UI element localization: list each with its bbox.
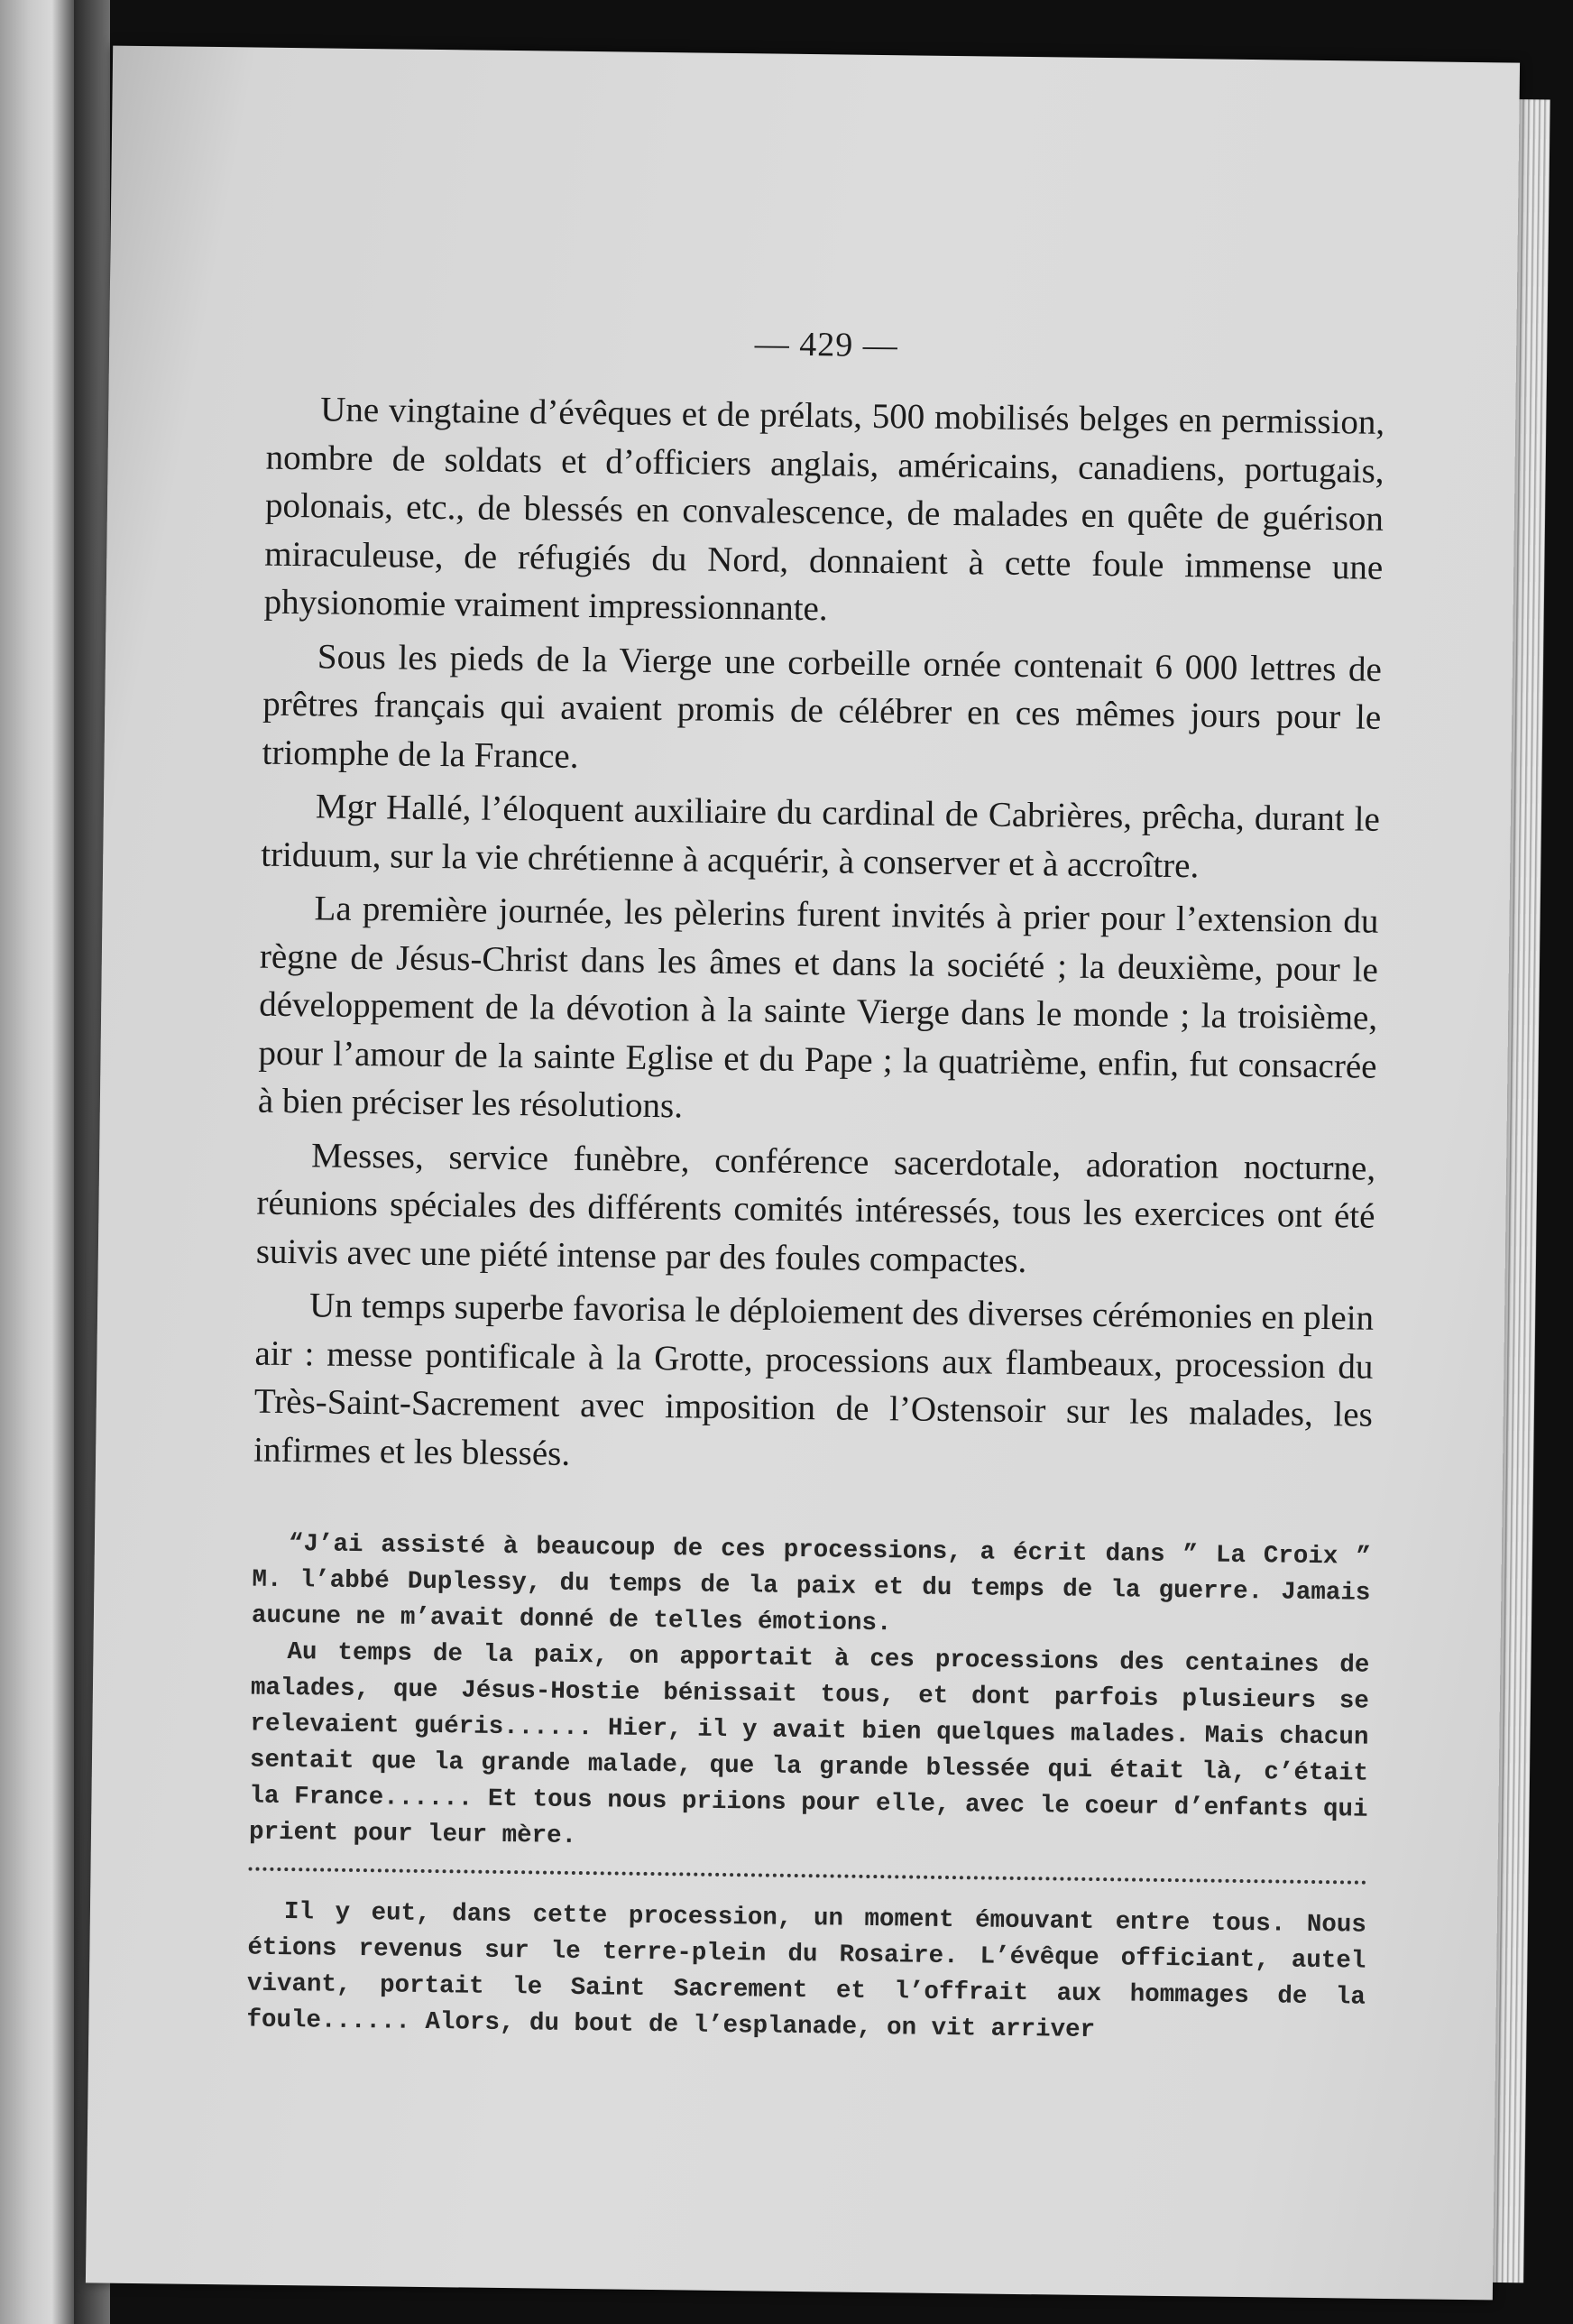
- body-paragraph: Sous les pieds de la Vierge une corbeille ornée contenait 6 000 lettres de prêtres français qui avaient promis de célébrer en ces mêmes jours pour le triomphe de la France.: [262, 636, 1383, 776]
- body-paragraph: Une vingtaine d’évêques et de prélats, 500 mobilisés belges en permission, nombre de soldats et d’officiers anglais, américains, canadiens, portugais, polonais, etc., de blessés en convalescence, de malades en quête de guérison miraculeuse, de réfugiés du Nord, donnaient à cette foule immense une physionomie vraiment impressionnante.: [263, 390, 1385, 629]
- body-paragraph: Messes, service funèbre, conférence sacerdotale, adoration nocturne, réunions spéciales des différents comités intéressés, tous les exercices ont été suivis avec une piété intense par des foules compactes.: [255, 1135, 1376, 1280]
- body-paragraph: Mgr Hallé, l’éloquent auxiliaire du cardinal de Cabrières, prêcha, durant le triduum, sur la vie chrétienne à acquérir, à conserver et à accroître.: [261, 787, 1381, 885]
- body-paragraph: La première journée, les pèlerins furent invités à prier pour l’extension du règne de Jésus-Christ dans les âmes et dans la société ; la deuxième, pour le développement de la dévotion à la sainte Vierge dans le monde ; la troisième, pour l’amour de la sainte Eglise et du Pape ; la quatrième, enfin, fut consacrée à bien préciser les résolutions.: [257, 889, 1379, 1126]
- continued-excerpt: Il y eut, dans cette procession, un moment émouvant entre tous. Nous étions revenus sur le terre-plein du Rosaire. L’évêque officiant, autel vivant, portait le Saint Sacrement et l’offrait aux hommages de la foule...... Alors, du bout de l’esplanade, on vit arriver: [246, 1898, 1367, 2045]
- quote-paragraph: Au temps de la paix, on apportait à ces processions des centaines de malades, que Jésus-Hostie bénissait tous, et dont parfois plusieurs se relevaient guéris...... Hier, il y avait bien quelques malades. Mais chacun sentait que la grande malade, que la grande blessée qui était là, c’était la France...... Et tous nous priions pour elle, avec le coeur d’enfants qui prient pour leur mère.: [248, 1638, 1370, 1850]
- book-page: [86, 46, 1520, 2301]
- quoted-excerpt: [246, 1526, 1371, 2052]
- body-paragraph: Un temps superbe favorisa le déploiement des diverses cérémonies en plein air : messe pontificale à la Grotte, processions aux flambeaux, procession du Très-Saint-Sacrement avec imposition de l’Ostensoir sur les malades, les infirmes et les blessés.: [253, 1286, 1375, 1473]
- dotted-divider: [249, 1868, 1367, 1885]
- previous-page-edge: [0, 0, 74, 2324]
- page-number: — 429 —: [754, 325, 898, 365]
- page-content: [246, 282, 1386, 2052]
- quote-paragraph: “J’ai assisté à beaucoup de ces processions, a écrit dans ” La Croix ” M. l’abbé Duplessy, du temps de la paix et du temps de la guerre. Jamais aucune ne m’avait donné de telles émotions.: [251, 1530, 1372, 1638]
